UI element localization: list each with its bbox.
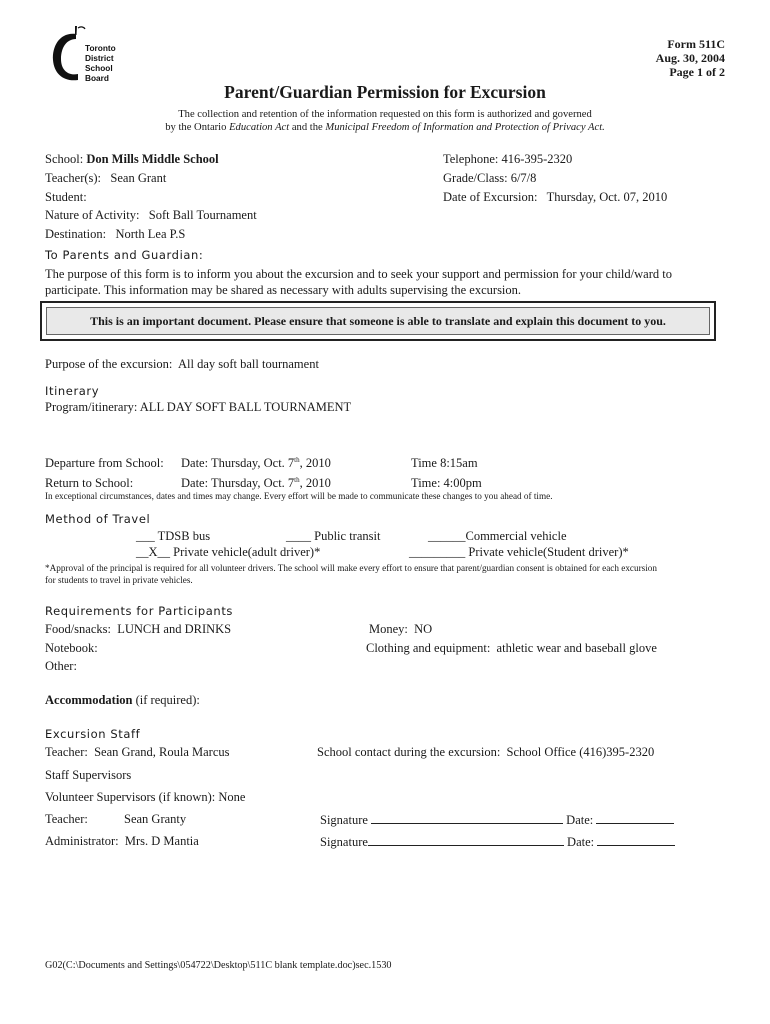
admin-signature-row	[320, 834, 675, 850]
itinerary-heading: Itinerary	[45, 384, 100, 398]
requirements-heading: Requirements for Participants	[45, 604, 234, 618]
other-label: Other:	[45, 659, 77, 673]
school-contact-value: School Office (416)395-2320	[506, 745, 655, 759]
departure-label: Departure from School:	[45, 456, 164, 470]
clothing-label: Clothing and equipment:	[366, 641, 491, 655]
student-label: Student:	[45, 190, 87, 204]
return-time: Time: 4:00pm	[411, 476, 482, 490]
money-label: Money:	[369, 622, 408, 636]
grade-row	[443, 171, 536, 186]
notebook-label: Notebook:	[45, 641, 98, 655]
accommodation-row	[45, 693, 200, 708]
intro-line-2-mid: and the	[289, 122, 326, 133]
return-date-sup: th	[294, 475, 300, 484]
parents-line-2: participate. This information may be shared as necessary with adults supervising the excursion.	[45, 283, 522, 297]
admin-date-label: Date:	[567, 835, 595, 849]
admin-date-line[interactable]	[597, 834, 675, 846]
return-label: Return to School:	[45, 476, 134, 490]
teacher-date-label: Date:	[566, 813, 594, 827]
telephone-label: Telephone:	[443, 152, 499, 166]
school-contact-row	[317, 745, 654, 760]
travel-public-transit: ____ Public transit	[286, 529, 381, 543]
money-row	[369, 622, 432, 637]
admin-signature-line[interactable]	[368, 834, 564, 846]
money-value: NO	[414, 622, 433, 636]
departure-date	[181, 456, 331, 471]
travel-private-student: _________ Private vehicle(Student driver)*	[409, 545, 629, 559]
purpose-row	[45, 357, 319, 372]
accommodation-label: Accommodation	[45, 693, 133, 707]
form-number: Form 511C	[667, 37, 725, 51]
staff-teacher-row	[45, 745, 229, 760]
school-value: Don Mills Middle School	[86, 152, 219, 166]
privacy-act: Municipal Freedom of Information and Protection of Privacy Act.	[325, 122, 605, 133]
sig-teacher-value: Sean Granty	[124, 812, 187, 826]
telephone-value: 416-395-2320	[501, 152, 573, 166]
tdsb-logo-mark	[48, 24, 88, 86]
grade-label: Grade/Class:	[443, 171, 508, 185]
food-label: Food/snacks:	[45, 622, 111, 636]
staff-teacher-value: Sean Grand, Roula Marcus	[94, 745, 230, 759]
travel-tdsb-bus: ___ TDSB bus	[136, 529, 211, 543]
teacher-date-line[interactable]	[596, 812, 674, 824]
sig-admin-row	[45, 834, 199, 849]
teacher-signature-label: Signature	[320, 813, 368, 827]
education-act: Education Act	[229, 122, 290, 133]
school-contact-label: School contact during the excursion:	[317, 745, 501, 759]
parents-heading: To Parents and Guardian:	[45, 248, 204, 262]
school-row	[45, 152, 219, 167]
itinerary-label: Program/itinerary:	[45, 400, 138, 414]
staff-supervisors: Staff Supervisors	[45, 768, 132, 782]
logo-line-2: District	[85, 53, 114, 63]
intro-line-2-pre: by the Ontario	[165, 122, 230, 133]
food-value: LUNCH and DRINKS	[117, 622, 232, 636]
admin-signature-label: Signature	[320, 835, 368, 849]
teachers-value: Sean Grant	[110, 171, 167, 185]
itinerary-row	[45, 400, 351, 415]
page-title: Parent/Guardian Permission for Excursion	[224, 82, 546, 102]
telephone-row	[443, 152, 572, 167]
teacher-signature-row	[320, 812, 674, 828]
teacher-signature-line[interactable]	[371, 812, 563, 824]
teachers-row	[45, 171, 166, 186]
destination-label: Destination:	[45, 227, 107, 241]
departure-time: Time 8:15am	[411, 456, 478, 470]
excursion-date-label: Date of Excursion:	[443, 190, 538, 204]
purpose-label: Purpose of the excursion:	[45, 357, 173, 371]
destination-value: North Lea P.S	[115, 227, 186, 241]
tdsb-logo	[48, 24, 128, 88]
nature-row	[45, 208, 257, 223]
intro-line-2	[0, 121, 770, 134]
teachers-label: Teacher(s):	[45, 171, 102, 185]
nature-label: Nature of Activity:	[45, 208, 140, 222]
form-meta	[656, 37, 725, 79]
itinerary-value: ALL DAY SOFT BALL TOURNAMENT	[139, 400, 352, 414]
departure-date-post: , 2010	[299, 456, 331, 470]
departure-date-pre: Date: Thursday, Oct. 7	[181, 456, 295, 470]
intro-line-1: The collection and retention of the information requested on this form is authorized and governed	[178, 109, 592, 120]
accommodation-suffix: (if required):	[135, 693, 200, 707]
important-notice-text: This is an important document. Please ensure that someone is able to translate and explain this document to you.	[46, 307, 710, 335]
document-footer: G02(C:\Documents and Settings\054722\Desktop\511C blank template.doc)sec.1530	[45, 960, 392, 971]
return-date-pre: Date: Thursday, Oct. 7	[181, 476, 295, 490]
travel-commercial: ______Commercial vehicle	[428, 529, 567, 543]
sig-admin-label: Administrator:	[45, 834, 119, 848]
important-notice-box	[40, 301, 716, 341]
travel-note-2: for students to travel in private vehicles.	[45, 575, 193, 585]
excursion-date-row	[443, 190, 667, 205]
clothing-row	[366, 641, 657, 656]
travel-private-adult: __X__ Private vehicle(adult driver)*	[136, 545, 321, 559]
clothing-value: athletic wear and baseball glove	[496, 641, 657, 655]
schedule-note: In exceptional circumstances, dates and times may change. Every effort will be made to communicate these changes to you ahead of time.	[45, 491, 553, 501]
food-row	[45, 622, 231, 637]
purpose-value: All day soft ball tournament	[177, 357, 319, 371]
staff-heading: Excursion Staff	[45, 727, 141, 741]
page-number: Page 1 of 2	[669, 65, 725, 79]
logo-line-1: Toronto	[85, 43, 116, 53]
form-date: Aug. 30, 2004	[655, 51, 725, 65]
travel-note-1: *Approval of the principal is required for all volunteer drivers. The school will make every effort to ensure that parent/guardian consent is obtained for each excursion	[45, 563, 657, 573]
return-date	[181, 476, 331, 491]
parents-line-1: The purpose of this form is to inform you about the excursion and to seek your support and permission for your child/ward to	[45, 267, 672, 281]
staff-teacher-label: Teacher:	[45, 745, 88, 759]
volunteer-value: None	[218, 790, 246, 804]
volunteer-label: Volunteer Supervisors (if known):	[45, 790, 216, 804]
grade-value: 6/7/8	[510, 171, 537, 185]
return-date-post: , 2010	[299, 476, 331, 490]
logo-line-4: Board	[85, 73, 109, 83]
school-label: School:	[45, 152, 84, 166]
sig-admin-value: Mrs. D Mantia	[124, 834, 199, 848]
sig-teacher-label: Teacher:	[45, 812, 88, 826]
destination-row	[45, 227, 185, 242]
logo-line-3: School	[85, 63, 113, 73]
volunteer-row	[45, 790, 245, 805]
nature-value: Soft Ball Tournament	[148, 208, 257, 222]
excursion-date-value: Thursday, Oct. 07, 2010	[546, 190, 668, 204]
departure-date-sup: th	[294, 455, 300, 464]
travel-heading: Method of Travel	[45, 512, 151, 526]
